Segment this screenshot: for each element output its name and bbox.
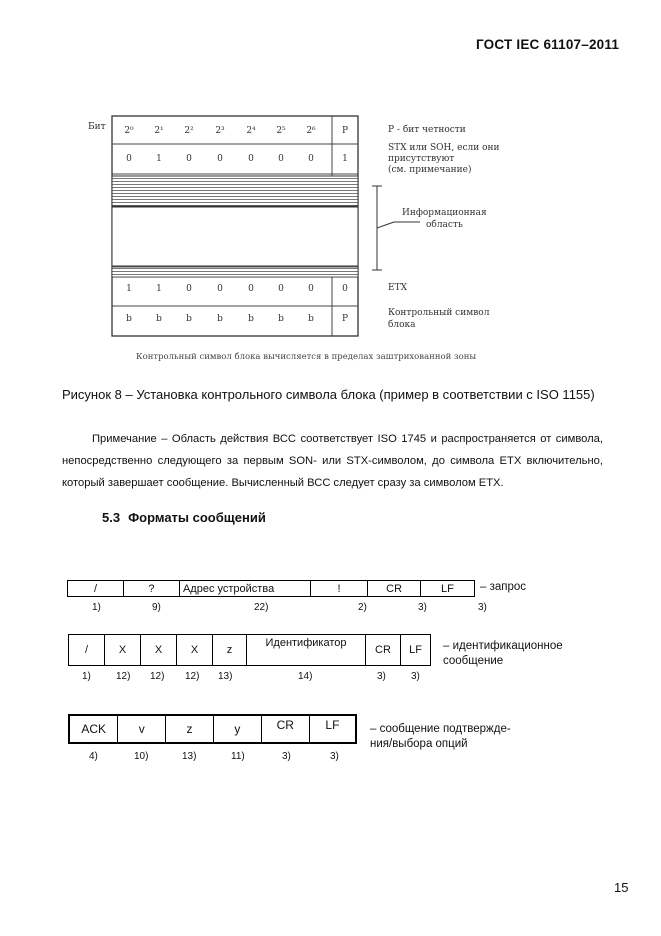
ref-number: 3) xyxy=(411,671,420,682)
identification-label-line: – идентификационное xyxy=(443,640,563,652)
ref-number: 3) xyxy=(418,602,427,613)
bit-cell: 0 xyxy=(248,154,254,164)
bcc-cell: b xyxy=(186,314,192,324)
ref-number: 1) xyxy=(92,602,101,613)
acknowledgement-label xyxy=(370,722,511,752)
bit-cell: 1 xyxy=(126,284,132,294)
figure-note: Контрольный символ блока вычисляется в пределах заштрихованной зоны xyxy=(136,352,477,362)
figure-caption: Рисунок 8 – Установка контрольного символа блока (пример в соответствии с ISO 1155) xyxy=(62,387,595,402)
ref-number: 3) xyxy=(330,751,339,762)
parity-cell: 0 xyxy=(342,284,348,294)
ref-number: 22) xyxy=(254,602,269,613)
document-code: ГОСТ IEC 61107–2011 xyxy=(476,37,620,52)
bcc-label-line: блока xyxy=(388,320,416,330)
msg-cell: CR xyxy=(366,635,401,666)
bit-cell: 0 xyxy=(278,154,284,164)
bcc-cell: b xyxy=(308,314,314,324)
bit-label: Бит xyxy=(88,122,106,132)
stx-label-line: STX или SOH, если они xyxy=(388,143,500,153)
etx-label: ETX xyxy=(388,283,407,293)
msg-cell: ! xyxy=(310,581,368,597)
info-area-label xyxy=(402,207,487,231)
ref-number: 2) xyxy=(358,602,367,613)
ref-number: 14) xyxy=(298,671,313,682)
bit-header: 2¹ xyxy=(154,126,164,136)
acknowledgement-label-line: – сообщение подтвержде- xyxy=(370,723,511,735)
bit-cell: 0 xyxy=(248,284,254,294)
stx-label-line: присутствуют xyxy=(388,154,455,164)
ref-number: 1) xyxy=(82,671,91,682)
ref-number: 12) xyxy=(150,671,165,682)
acknowledgement-message-table xyxy=(68,714,357,744)
msg-cell: X xyxy=(141,635,177,666)
msg-cell: LF xyxy=(309,715,356,743)
bit-cell: 0 xyxy=(126,154,132,164)
ref-number: 11) xyxy=(231,751,245,762)
identification-message-table xyxy=(68,634,431,666)
ref-number: 9) xyxy=(152,602,161,613)
msg-cell: v xyxy=(118,715,166,743)
info-area-label-line: Информационная xyxy=(402,208,487,218)
bit-cell: 1 xyxy=(156,154,162,164)
bit-cell: 0 xyxy=(217,154,223,164)
bcc-label-line: Контрольный символ xyxy=(388,308,490,318)
stx-label-line: (см. примечание) xyxy=(388,165,472,175)
page-number: 15 xyxy=(614,880,629,895)
ref-number: 3) xyxy=(377,671,386,682)
msg-cell: X xyxy=(177,635,213,666)
parity-header: P xyxy=(341,126,349,136)
ref-number: 13) xyxy=(218,671,233,682)
msg-cell: CR xyxy=(368,581,420,597)
acknowledgement-label-line: ния/выбора опций xyxy=(370,738,468,750)
bcc-figure-frame xyxy=(0,0,661,380)
bit-header: 2⁵ xyxy=(276,126,286,136)
bcc-cell: b xyxy=(156,314,162,324)
bit-header: 2² xyxy=(184,126,194,136)
bcc-cell: b xyxy=(278,314,284,324)
msg-cell: ? xyxy=(123,581,179,597)
bit-cell: 1 xyxy=(156,284,162,294)
msg-cell: Идентификатор xyxy=(247,635,366,666)
ref-number: 12) xyxy=(185,671,200,682)
msg-cell: X xyxy=(105,635,141,666)
ref-number: 3) xyxy=(282,751,291,762)
ref-number: 4) xyxy=(89,751,98,762)
msg-cell: LF xyxy=(401,635,431,666)
msg-cell: CR xyxy=(261,715,309,743)
parity-label: Р - бит четности xyxy=(388,125,466,135)
info-area-label-line: область xyxy=(426,220,463,230)
section-heading xyxy=(102,510,266,525)
bit-cell: 0 xyxy=(308,154,314,164)
bit-cell: 0 xyxy=(186,284,192,294)
section-number: 5.3 xyxy=(102,510,121,525)
msg-cell: / xyxy=(68,581,124,597)
bcc-cell: b xyxy=(217,314,223,324)
bit-header: 2³ xyxy=(215,126,225,136)
bit-header: 2⁴ xyxy=(246,126,256,136)
msg-cell: y xyxy=(213,715,261,743)
note-text: Примечание – Область действия ВСС соответствует ISO 1745 и распространяется от символа, непосредственно следующего за первым SON- или STX-символом, до символа ETX включительно, который завершает сообщение. Вычисленный ВСС следует сразу за символом ETX. xyxy=(62,433,603,489)
msg-cell: ACK xyxy=(69,715,118,743)
bcc-cell: b xyxy=(126,314,132,324)
bit-cell: 0 xyxy=(217,284,223,294)
msg-cell: z xyxy=(213,635,247,666)
parity-cell: 1 xyxy=(342,154,348,164)
identification-label-line: сообщение xyxy=(443,655,504,667)
bit-cell: 0 xyxy=(186,154,192,164)
ref-number: 13) xyxy=(182,751,197,762)
section-title: Форматы сообщений xyxy=(128,510,266,525)
note-paragraph xyxy=(62,428,603,494)
parity-cell: P xyxy=(341,314,349,324)
ref-number: 10) xyxy=(134,751,149,762)
ref-number: 3) xyxy=(478,602,487,613)
bit-cell: 0 xyxy=(308,284,314,294)
ref-number: 12) xyxy=(116,671,131,682)
msg-cell: z xyxy=(166,715,214,743)
bit-cell: 0 xyxy=(278,284,284,294)
bcc-cell: b xyxy=(248,314,254,324)
msg-cell: LF xyxy=(420,581,474,597)
msg-cell: / xyxy=(69,635,105,666)
request-label: – запрос xyxy=(480,581,527,593)
bcc-label xyxy=(388,307,489,331)
identification-label xyxy=(443,639,563,669)
stx-label xyxy=(388,143,500,176)
bit-header: 2⁶ xyxy=(306,126,316,136)
msg-cell: Адрес устройства xyxy=(179,581,310,597)
request-message-table xyxy=(67,580,475,597)
bit-header: 2⁰ xyxy=(124,126,134,136)
